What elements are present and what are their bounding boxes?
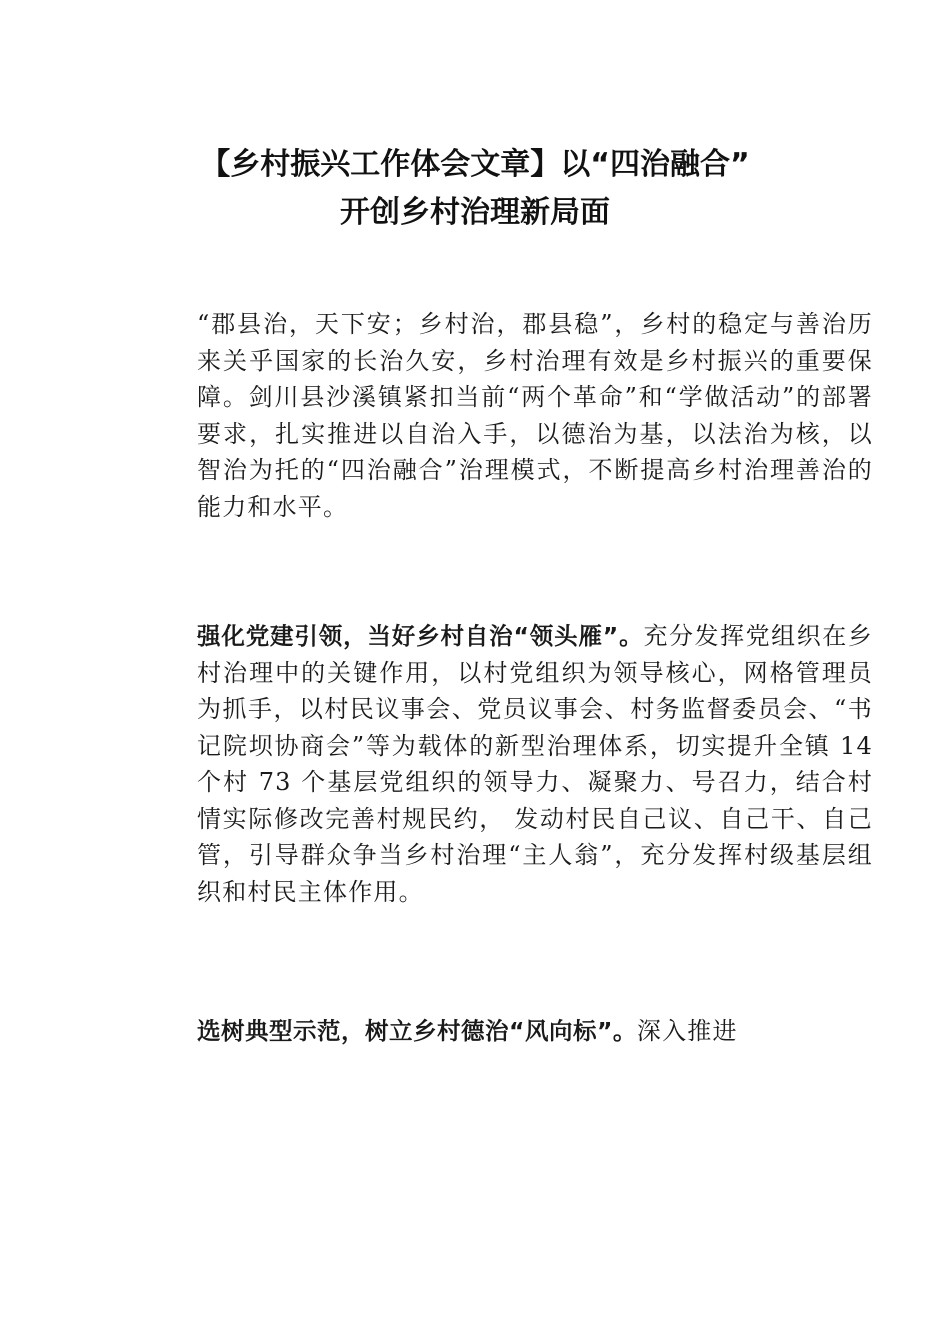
paragraph-party-building xyxy=(145,618,873,910)
paragraph-model-examples xyxy=(145,1013,873,1050)
paragraph-intro xyxy=(145,306,873,525)
paragraph-intro-text: “郡县治，天下安；乡村治，郡县稳”，乡村的稳定与善治历来关乎国家的长治久安，乡村治理有效是乡村振兴的重要保障。剑川县沙溪镇紧扣当前“两个革命”和“学做活动”的部署要求，扎实推进以自治入手，以德治为基，以法治为核，以智治为托的“四治融合”治理模式，不断提高乡村治理善治的能力和水平。 xyxy=(197,310,873,521)
title-line-1: 【乡村振兴工作体会文章】以“四治融合” xyxy=(200,147,750,182)
paragraph-model-examples-text: 深入推进 xyxy=(636,1017,738,1045)
paragraph-party-building-text: 充分发挥党组织在乡村治理中的关键作用，以村党组织为领导核心，网格管理员为抓手，以村民议事会、党员议事会、村务监督委员会、“书记院坝协商会”等为载体的新型治理体系，切实提升全镇 14 个村 73 个基层党组织的领导力、凝聚力、号召力，结合村情实际修改完善村规民约， 发动村民自己议、自己干、自己管，引导群众争当乡村治理“主人翁”，充分发挥村级基层组织和村民主体作用。 xyxy=(197,622,873,906)
title-line-2: 开创乡村治理新局面 xyxy=(340,195,610,230)
document-title xyxy=(100,141,850,237)
paragraph-party-building-heading: 强化党建引领，当好乡村自治“领头雁”。 xyxy=(197,622,644,650)
paragraph-model-examples-heading: 选树典型示范，树立乡村德治“风向标”。 xyxy=(197,1017,637,1045)
